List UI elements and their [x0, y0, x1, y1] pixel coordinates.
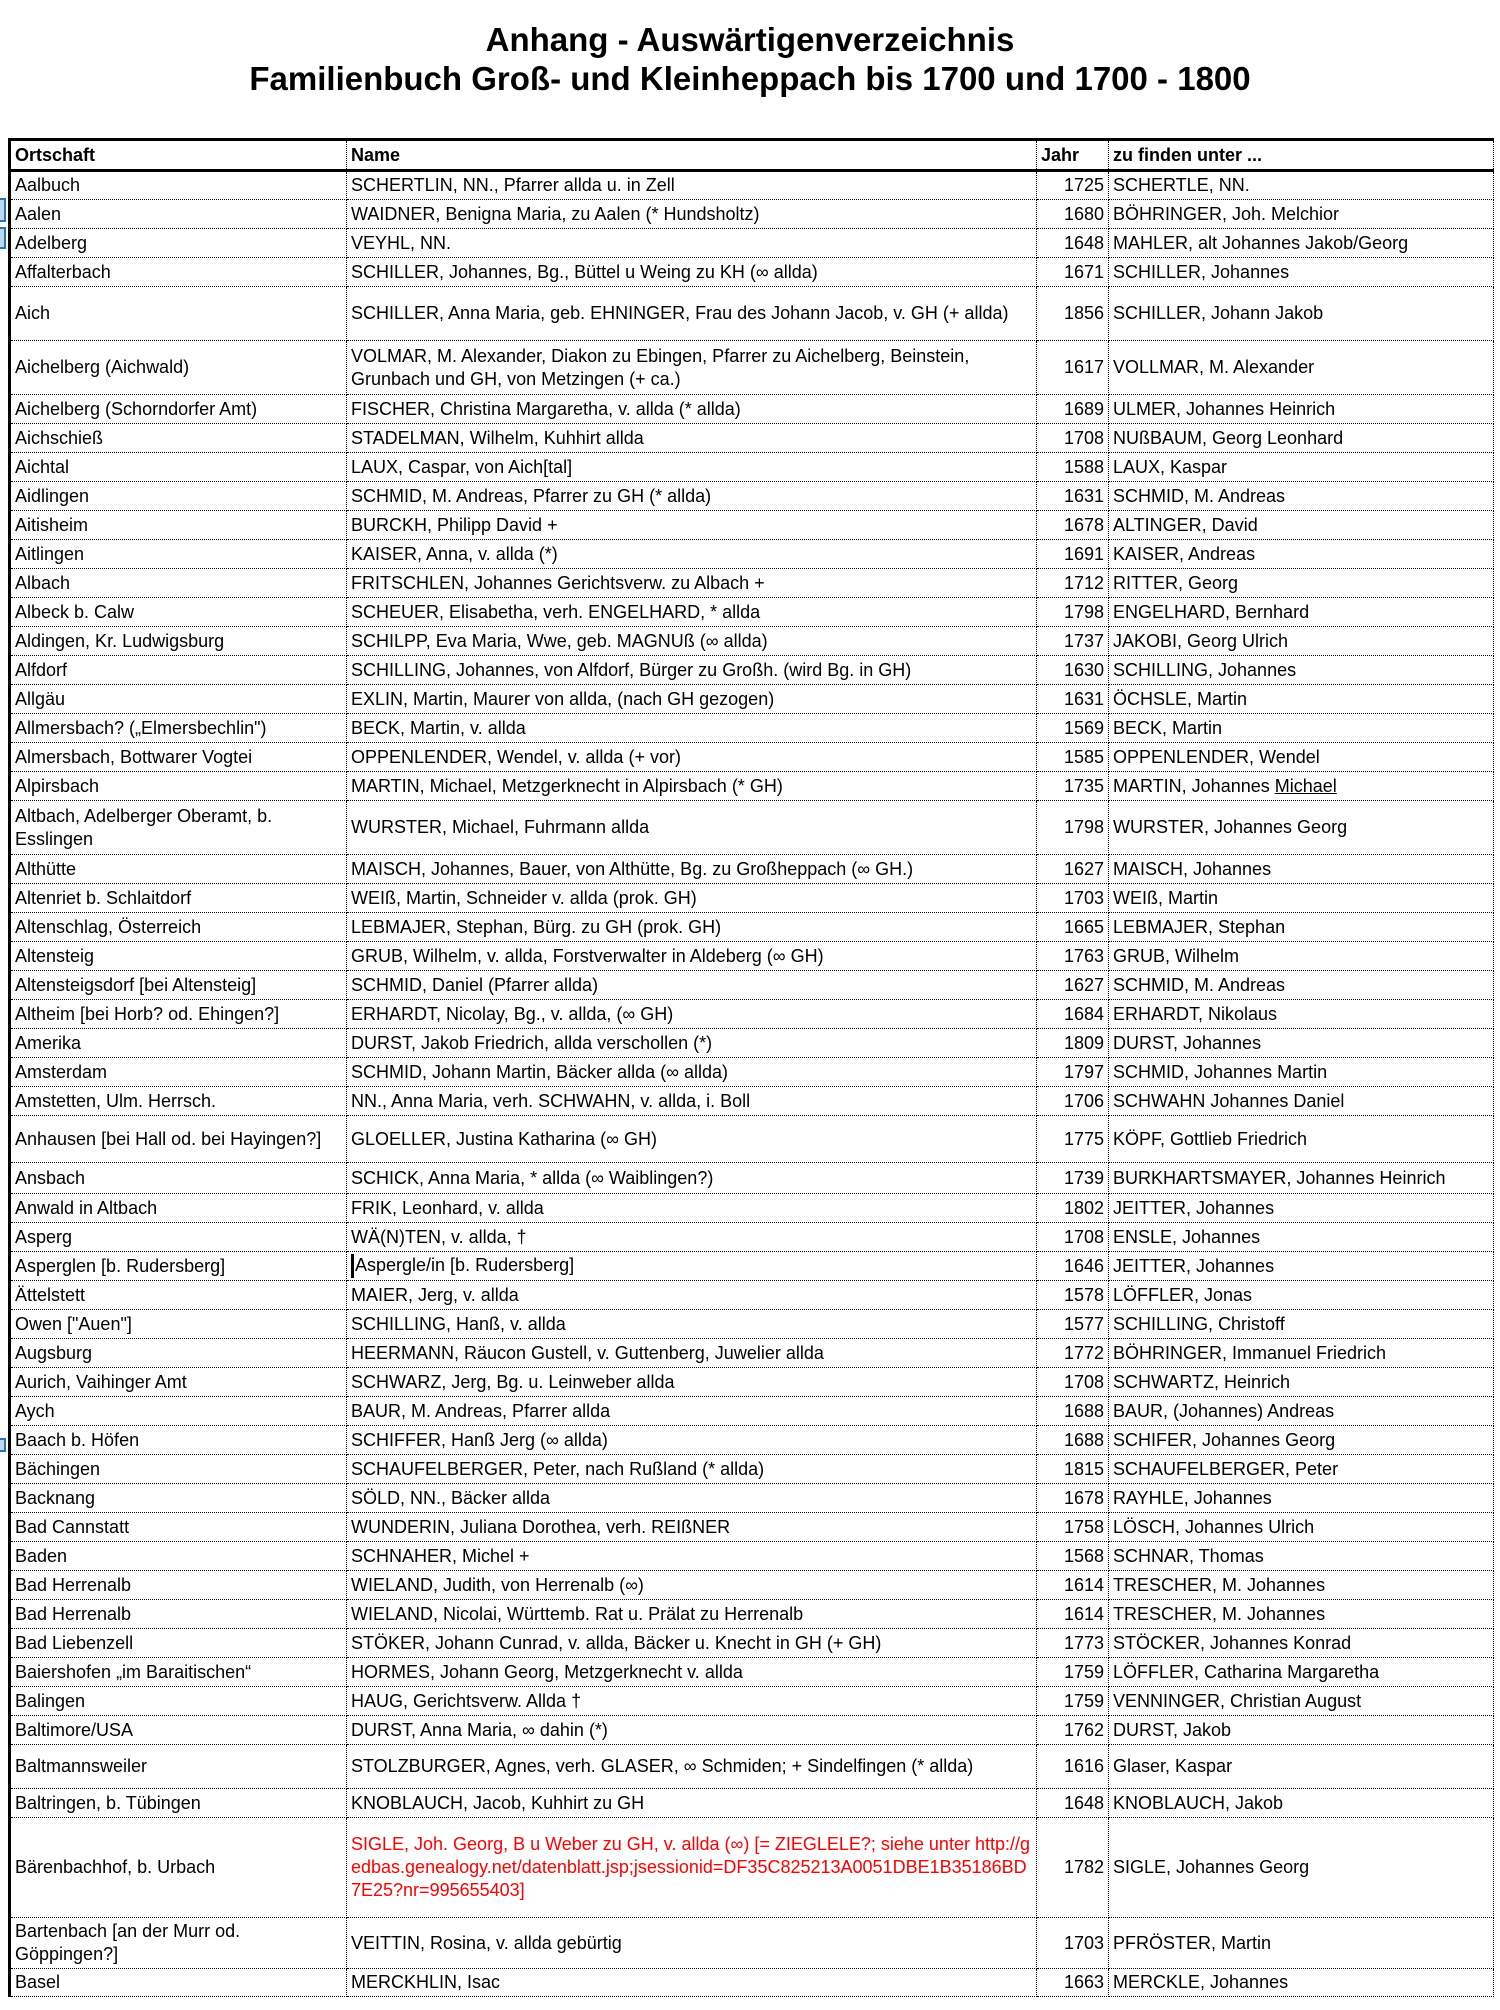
cell-jahr: 1627 — [1037, 971, 1109, 1000]
table-row — [10, 424, 1494, 453]
table-row — [10, 1716, 1494, 1745]
cell-zu-finden: NUßBAUM, Georg Leonhard — [1109, 424, 1494, 453]
cell-ortschaft: Ättelstett — [10, 1281, 347, 1310]
cell-name: STADELMAN, Wilhelm, Kuhhirt allda — [347, 424, 1037, 453]
cell-jahr: 1773 — [1037, 1629, 1109, 1658]
cell-name: WUNDERIN, Juliana Dorothea, verh. REIßNER — [347, 1513, 1037, 1542]
cell-name: KNOBLAUCH, Jacob, Kuhhirt zu GH — [347, 1789, 1037, 1818]
table-row — [10, 1484, 1494, 1513]
cell-name: SCHILLER, Anna Maria, geb. EHNINGER, Frau des Johann Jacob, v. GH (+ allda) — [347, 287, 1037, 341]
cell-name: GLOELLER, Justina Katharina (∞ GH) — [347, 1116, 1037, 1163]
cell-name: BAUR, M. Andreas, Pfarrer allda — [347, 1397, 1037, 1426]
cell-jahr: 1708 — [1037, 1223, 1109, 1252]
cell-name: MARTIN, Michael, Metzgerknecht in Alpirsbach (* GH) — [347, 772, 1037, 801]
cell-name: WEIß, Martin, Schneider v. allda (prok. GH) — [347, 884, 1037, 913]
cell-name: KAISER, Anna, v. allda (*) — [347, 540, 1037, 569]
table-row — [10, 1058, 1494, 1087]
table-row — [10, 801, 1494, 855]
cell-jahr: 1680 — [1037, 200, 1109, 229]
cell-ortschaft: Asperglen [b. Rudersberg] — [10, 1252, 347, 1281]
cell-zu-finden: ÖCHSLE, Martin — [1109, 685, 1494, 714]
cell-ortschaft: Aitisheim — [10, 511, 347, 540]
table-row — [10, 1542, 1494, 1571]
cell-ortschaft: Almersbach, Bottwarer Vogtei — [10, 743, 347, 772]
cell-jahr: 1617 — [1037, 341, 1109, 395]
cell-ortschaft: Allgäu — [10, 685, 347, 714]
cell-ortschaft: Aichelberg (Schorndorfer Amt) — [10, 395, 347, 424]
cell-name: SCHEUER, Elisabetha, verh. ENGELHARD, * allda — [347, 598, 1037, 627]
cell-ortschaft: Amerika — [10, 1029, 347, 1058]
margin-revision-mark — [0, 227, 6, 249]
cell-jahr: 1627 — [1037, 855, 1109, 884]
cell-zu-finden: BÖHRINGER, Immanuel Friedrich — [1109, 1339, 1494, 1368]
col-header-zu-finden: zu finden unter ... — [1109, 140, 1494, 171]
register-table — [8, 138, 1494, 1997]
cell-jahr: 1772 — [1037, 1339, 1109, 1368]
document-title — [0, 20, 1500, 98]
cell-name: WAIDNER, Benigna Maria, zu Aalen (* Hundsholtz) — [347, 200, 1037, 229]
cell-ortschaft: Baltimore/USA — [10, 1716, 347, 1745]
table-row — [10, 1000, 1494, 1029]
cell-zu-finden: KÖPF, Gottlieb Friedrich — [1109, 1116, 1494, 1163]
cell-jahr: 1735 — [1037, 772, 1109, 801]
table-row — [10, 1194, 1494, 1223]
cell-name: FRITSCHLEN, Johannes Gerichtsverw. zu Albach + — [347, 569, 1037, 598]
cell-jahr: 1759 — [1037, 1687, 1109, 1716]
cell-name: LAUX, Caspar, von Aich[tal] — [347, 453, 1037, 482]
cell-zu-finden: LÖFFLER, Catharina Margaretha — [1109, 1658, 1494, 1687]
cell-name: SCHILPP, Eva Maria, Wwe, geb. MAGNUß (∞ allda) — [347, 627, 1037, 656]
cell-jahr: 1712 — [1037, 569, 1109, 598]
cell-zu-finden: SCHILLING, Christoff — [1109, 1310, 1494, 1339]
cell-ortschaft: Bad Cannstatt — [10, 1513, 347, 1542]
cell-name: VEYHL, NN. — [347, 229, 1037, 258]
table-row — [10, 1397, 1494, 1426]
cell-jahr: 1815 — [1037, 1455, 1109, 1484]
cell-jahr: 1725 — [1037, 171, 1109, 200]
cell-zu-finden: SCHERTLE, NN. — [1109, 171, 1494, 200]
cell-ortschaft: Aichtal — [10, 453, 347, 482]
cell-ortschaft: Anwald in Altbach — [10, 1194, 347, 1223]
cell-zu-finden: BURKHARTSMAYER, Johannes Heinrich — [1109, 1163, 1494, 1194]
table-row — [10, 569, 1494, 598]
cell-ortschaft: Owen ["Auen"] — [10, 1310, 347, 1339]
cell-ortschaft: Bartenbach [an der Murr od. Göppingen?] — [10, 1918, 347, 1969]
col-header-ortschaft: Ortschaft — [10, 140, 347, 171]
cell-name: SCHERTLIN, NN., Pfarrer allda u. in Zell — [347, 171, 1037, 200]
cell-name: BECK, Martin, v. allda — [347, 714, 1037, 743]
cell-ortschaft: Alpirsbach — [10, 772, 347, 801]
cell-ortschaft: Amsterdam — [10, 1058, 347, 1087]
cell-jahr: 1739 — [1037, 1163, 1109, 1194]
document-page — [0, 20, 1500, 2010]
cell-ortschaft: Aalbuch — [10, 171, 347, 200]
cell-name: MAIER, Jerg, v. allda — [347, 1281, 1037, 1310]
table-row — [10, 171, 1494, 200]
cell-name: FISCHER, Christina Margaretha, v. allda (* allda) — [347, 395, 1037, 424]
cell-zu-finden: SCHNAR, Thomas — [1109, 1542, 1494, 1571]
cell-zu-finden: JAKOBI, Georg Ulrich — [1109, 627, 1494, 656]
cell-name: SCHICK, Anna Maria, * allda (∞ Waiblingen?) — [347, 1163, 1037, 1194]
table-row — [10, 453, 1494, 482]
cell-zu-finden: MERCKLE, Johannes — [1109, 1969, 1494, 1997]
cell-ortschaft: Baltringen, b. Tübingen — [10, 1789, 347, 1818]
cell-zu-finden: ENGELHARD, Bernhard — [1109, 598, 1494, 627]
table-row — [10, 1368, 1494, 1397]
cell-ortschaft: Aichelberg (Aichwald) — [10, 341, 347, 395]
cell-ortschaft: Baden — [10, 1542, 347, 1571]
cell-zu-finden: ULMER, Johannes Heinrich — [1109, 395, 1494, 424]
cell-name: HORMES, Johann Georg, Metzgerknecht v. allda — [347, 1658, 1037, 1687]
cell-jahr: 1706 — [1037, 1087, 1109, 1116]
cell-zu-finden: ALTINGER, David — [1109, 511, 1494, 540]
cell-zu-finden: TRESCHER, M. Johannes — [1109, 1600, 1494, 1629]
cell-ortschaft: Bad Liebenzell — [10, 1629, 347, 1658]
table-row — [10, 1116, 1494, 1163]
cell-name: SCHMID, Daniel (Pfarrer allda) — [347, 971, 1037, 1000]
cell-zu-finden: LÖSCH, Johannes Ulrich — [1109, 1513, 1494, 1542]
cell-zu-finden: DURST, Jakob — [1109, 1716, 1494, 1745]
cell-jahr: 1703 — [1037, 1918, 1109, 1969]
table-row — [10, 511, 1494, 540]
cell-jahr: 1762 — [1037, 1716, 1109, 1745]
cell-jahr: 1782 — [1037, 1818, 1109, 1918]
table-row — [10, 1600, 1494, 1629]
cell-jahr: 1689 — [1037, 395, 1109, 424]
document-title-line2: Familienbuch Groß- und Kleinheppach bis 1700 und 1700 - 1800 — [249, 60, 1251, 97]
table-row — [10, 1658, 1494, 1687]
cell-ortschaft: Basel — [10, 1969, 347, 1997]
cell-zu-finden: DURST, Johannes — [1109, 1029, 1494, 1058]
cell-ortschaft: Albach — [10, 569, 347, 598]
cell-zu-finden: SCHWAHN Johannes Daniel — [1109, 1087, 1494, 1116]
cell-ortschaft: Balingen — [10, 1687, 347, 1716]
table-row — [10, 1455, 1494, 1484]
cell-jahr: 1646 — [1037, 1252, 1109, 1281]
cell-zu-finden: VENNINGER, Christian August — [1109, 1687, 1494, 1716]
cell-name: WIELAND, Nicolai, Württemb. Rat u. Prälat zu Herrenalb — [347, 1600, 1037, 1629]
cell-ortschaft: Allmersbach? („Elmersbechlin") — [10, 714, 347, 743]
cell-name: SCHAUFELBERGER, Peter, nach Rußland (* allda) — [347, 1455, 1037, 1484]
cell-zu-finden: WEIß, Martin — [1109, 884, 1494, 913]
cell-zu-finden: WURSTER, Johannes Georg — [1109, 801, 1494, 855]
table-row — [10, 598, 1494, 627]
table-row — [10, 1745, 1494, 1789]
cell-jahr: 1708 — [1037, 424, 1109, 453]
table-row — [10, 1571, 1494, 1600]
table-row — [10, 855, 1494, 884]
cell-zu-finden: SCHILLER, Johann Jakob — [1109, 287, 1494, 341]
cell-name: DURST, Anna Maria, ∞ dahin (*) — [347, 1716, 1037, 1745]
cell-zu-finden: MAHLER, alt Johannes Jakob/Georg — [1109, 229, 1494, 258]
cell-zu-finden: RITTER, Georg — [1109, 569, 1494, 598]
table-row — [10, 540, 1494, 569]
table-row — [10, 1918, 1494, 1969]
table-row — [10, 685, 1494, 714]
cell-jahr: 1631 — [1037, 685, 1109, 714]
cell-jahr: 1758 — [1037, 1513, 1109, 1542]
cell-name: SCHILLING, Hanß, v. allda — [347, 1310, 1037, 1339]
cell-name: WÄ(N)TEN, v. allda, † — [347, 1223, 1037, 1252]
cell-ortschaft: Asperg — [10, 1223, 347, 1252]
cell-jahr: 1578 — [1037, 1281, 1109, 1310]
cell-jahr: 1802 — [1037, 1194, 1109, 1223]
table-row — [10, 884, 1494, 913]
cell-ortschaft: Aldingen, Kr. Ludwigsburg — [10, 627, 347, 656]
cell-ortschaft: Aichschieß — [10, 424, 347, 453]
table-row — [10, 1818, 1494, 1918]
cell-ortschaft: Baach b. Höfen — [10, 1426, 347, 1455]
cell-zu-finden: SCHWARTZ, Heinrich — [1109, 1368, 1494, 1397]
cell-name: SIGLE, Joh. Georg, B u Weber zu GH, v. allda (∞) [= ZIEGLELE?; siehe unter http://gedbas.genealogy.net/datenblatt.jsp;jsessionid=DF35C825213A0051DBE1B35186BD7E25?nr=995655403] — [347, 1818, 1037, 1918]
cell-zu-finden: TRESCHER, M. Johannes — [1109, 1571, 1494, 1600]
cell-ortschaft: Aych — [10, 1397, 347, 1426]
cell-ortschaft: Aich — [10, 287, 347, 341]
table-row — [10, 258, 1494, 287]
table-row — [10, 1687, 1494, 1716]
cell-jahr: 1798 — [1037, 598, 1109, 627]
table-header-row — [10, 140, 1494, 171]
cell-zu-finden: SCHMID, M. Andreas — [1109, 482, 1494, 511]
cell-jahr: 1631 — [1037, 482, 1109, 511]
table-row — [10, 1789, 1494, 1818]
cell-name: SCHWARZ, Jerg, Bg. u. Leinweber allda — [347, 1368, 1037, 1397]
cell-ortschaft: Aurich, Vaihinger Amt — [10, 1368, 347, 1397]
cell-jahr: 1614 — [1037, 1571, 1109, 1600]
cell-jahr: 1678 — [1037, 511, 1109, 540]
cell-ortschaft: Baiershofen „im Baraitischen“ — [10, 1658, 347, 1687]
cell-name: SCHILLING, Johannes, von Alfdorf, Bürger zu Großh. (wird Bg. in GH) — [347, 656, 1037, 685]
cell-jahr: 1684 — [1037, 1000, 1109, 1029]
cell-jahr: 1688 — [1037, 1426, 1109, 1455]
table-row — [10, 1163, 1494, 1194]
cell-name: LEBMAJER, Stephan, Bürg. zu GH (prok. GH) — [347, 913, 1037, 942]
cell-name: GRUB, Wilhelm, v. allda, Forstverwalter in Aldeberg (∞ GH) — [347, 942, 1037, 971]
cell-jahr: 1798 — [1037, 801, 1109, 855]
margin-revision-mark — [0, 1438, 6, 1452]
cell-jahr: 1663 — [1037, 1969, 1109, 1997]
cell-zu-finden: SCHILLING, Johannes — [1109, 656, 1494, 685]
table-row — [10, 1281, 1494, 1310]
cell-name: FRIK, Leonhard, v. allda — [347, 1194, 1037, 1223]
cell-zu-finden: LEBMAJER, Stephan — [1109, 913, 1494, 942]
cell-name: HEERMANN, Räucon Gustell, v. Guttenberg, Juwelier allda — [347, 1339, 1037, 1368]
table-row — [10, 1629, 1494, 1658]
cell-name: MERCKHLIN, Isac — [347, 1969, 1037, 1997]
cell-name: MAISCH, Johannes, Bauer, von Althütte, Bg. zu Großheppach (∞ GH.) — [347, 855, 1037, 884]
cell-jahr: 1797 — [1037, 1058, 1109, 1087]
margin-revision-mark — [0, 198, 6, 222]
cell-zu-finden: MARTIN, Johannes Michael — [1109, 772, 1494, 801]
cell-zu-finden: STÖCKER, Johannes Konrad — [1109, 1629, 1494, 1658]
cell-ortschaft: Adelberg — [10, 229, 347, 258]
cell-zu-finden: LÖFFLER, Jonas — [1109, 1281, 1494, 1310]
cell-zu-finden: MAISCH, Johannes — [1109, 855, 1494, 884]
cell-jahr: 1665 — [1037, 913, 1109, 942]
cell-ortschaft: Bächingen — [10, 1455, 347, 1484]
cell-jahr: 1678 — [1037, 1484, 1109, 1513]
cell-zu-finden: BECK, Martin — [1109, 714, 1494, 743]
cell-jahr: 1630 — [1037, 656, 1109, 685]
cell-jahr: 1691 — [1037, 540, 1109, 569]
cell-jahr: 1588 — [1037, 453, 1109, 482]
cell-zu-finden: RAYHLE, Johannes — [1109, 1484, 1494, 1513]
col-header-jahr: Jahr — [1037, 140, 1109, 171]
cell-ortschaft: Albeck b. Calw — [10, 598, 347, 627]
cell-jahr: 1585 — [1037, 743, 1109, 772]
cell-jahr: 1759 — [1037, 1658, 1109, 1687]
cell-ortschaft: Altenriet b. Schlaitdorf — [10, 884, 347, 913]
table-row — [10, 1310, 1494, 1339]
cell-jahr: 1763 — [1037, 942, 1109, 971]
cell-jahr: 1671 — [1037, 258, 1109, 287]
cell-ortschaft: Bad Herrenalb — [10, 1600, 347, 1629]
table-row — [10, 1029, 1494, 1058]
cell-ortschaft: Altbach, Adelberger Oberamt, b. Esslingen — [10, 801, 347, 855]
cell-name: EXLIN, Martin, Maurer von allda, (nach GH gezogen) — [347, 685, 1037, 714]
cell-name: SCHMID, Johann Martin, Bäcker allda (∞ allda) — [347, 1058, 1037, 1087]
table-row — [10, 395, 1494, 424]
cell-name: DURST, Jakob Friedrich, allda verschollen (*) — [347, 1029, 1037, 1058]
cell-jahr: 1648 — [1037, 229, 1109, 258]
cell-zu-finden: PFRÖSTER, Martin — [1109, 1918, 1494, 1969]
col-header-name: Name — [347, 140, 1037, 171]
cell-zu-finden: SCHILLER, Johannes — [1109, 258, 1494, 287]
cell-name: SCHILLER, Johannes, Bg., Büttel u Weing zu KH (∞ allda) — [347, 258, 1037, 287]
cell-ortschaft: Aidlingen — [10, 482, 347, 511]
cell-ortschaft: Amstetten, Ulm. Herrsch. — [10, 1087, 347, 1116]
cell-name: STÖKER, Johann Cunrad, v. allda, Bäcker u. Knecht in GH (+ GH) — [347, 1629, 1037, 1658]
table-row — [10, 772, 1494, 801]
cell-zu-finden: SCHAUFELBERGER, Peter — [1109, 1455, 1494, 1484]
cell-ortschaft: Altheim [bei Horb? od. Ehingen?] — [10, 1000, 347, 1029]
cell-ortschaft: Ansbach — [10, 1163, 347, 1194]
cell-ortschaft: Augsburg — [10, 1339, 347, 1368]
cell-ortschaft: Affalterbach — [10, 258, 347, 287]
cell-jahr: 1569 — [1037, 714, 1109, 743]
cell-jahr: 1577 — [1037, 1310, 1109, 1339]
table-row — [10, 656, 1494, 685]
cell-jahr: 1737 — [1037, 627, 1109, 656]
cell-zu-finden: GRUB, Wilhelm — [1109, 942, 1494, 971]
cell-name: VEITTIN, Rosina, v. allda gebürtig — [347, 1918, 1037, 1969]
cell-jahr: 1688 — [1037, 1397, 1109, 1426]
cell-jahr: 1856 — [1037, 287, 1109, 341]
table-row — [10, 1252, 1494, 1281]
table-row — [10, 913, 1494, 942]
cell-name: STOLZBURGER, Agnes, verh. GLASER, ∞ Schmiden; + Sindelfingen (* allda) — [347, 1745, 1037, 1789]
cell-ortschaft: Baltmannsweiler — [10, 1745, 347, 1789]
cell-zu-finden: VOLLMAR, M. Alexander — [1109, 341, 1494, 395]
cell-zu-finden: SIGLE, Johannes Georg — [1109, 1818, 1494, 1918]
text-cursor — [351, 1254, 354, 1278]
cell-ortschaft: Bärenbachhof, b. Urbach — [10, 1818, 347, 1918]
cell-zu-finden: KAISER, Andreas — [1109, 540, 1494, 569]
cell-zu-finden: BAUR, (Johannes) Andreas — [1109, 1397, 1494, 1426]
cell-name: WURSTER, Michael, Fuhrmann allda — [347, 801, 1037, 855]
cell-ortschaft: Anhausen [bei Hall od. bei Hayingen?] — [10, 1116, 347, 1163]
cell-jahr: 1568 — [1037, 1542, 1109, 1571]
cell-jahr: 1809 — [1037, 1029, 1109, 1058]
table-row — [10, 1513, 1494, 1542]
table-row — [10, 1426, 1494, 1455]
cell-name: WIELAND, Judith, von Herrenalb (∞) — [347, 1571, 1037, 1600]
cell-name: SÖLD, NN., Bäcker allda — [347, 1484, 1037, 1513]
document-title-line1: Anhang - Auswärtigenverzeichnis — [485, 21, 1015, 58]
cell-ortschaft: Aitlingen — [10, 540, 347, 569]
cell-jahr: 1775 — [1037, 1116, 1109, 1163]
table-row — [10, 287, 1494, 341]
cell-jahr: 1648 — [1037, 1789, 1109, 1818]
table-row — [10, 482, 1494, 511]
table-row — [10, 200, 1494, 229]
cell-jahr: 1616 — [1037, 1745, 1109, 1789]
cell-name: HAUG, Gerichtsverw. Allda † — [347, 1687, 1037, 1716]
cell-ortschaft: Aalen — [10, 200, 347, 229]
cell-ortschaft: Altenschlag, Österreich — [10, 913, 347, 942]
cell-zu-finden: OPPENLENDER, Wendel — [1109, 743, 1494, 772]
table-row — [10, 341, 1494, 395]
cell-zu-finden: Glaser, Kaspar — [1109, 1745, 1494, 1789]
cell-zu-finden: SCHMID, M. Andreas — [1109, 971, 1494, 1000]
cell-name: SCHNAHER, Michel + — [347, 1542, 1037, 1571]
cell-name: Aspergle/in [b. Rudersberg] — [347, 1252, 1037, 1281]
cell-zu-finden: KNOBLAUCH, Jakob — [1109, 1789, 1494, 1818]
table-row — [10, 743, 1494, 772]
cell-zu-finden: LAUX, Kaspar — [1109, 453, 1494, 482]
cell-ortschaft: Altensteig — [10, 942, 347, 971]
table-row — [10, 1087, 1494, 1116]
cell-name: SCHIFFER, Hanß Jerg (∞ allda) — [347, 1426, 1037, 1455]
table-row — [10, 627, 1494, 656]
table-row — [10, 971, 1494, 1000]
cell-ortschaft: Backnang — [10, 1484, 347, 1513]
cell-jahr: 1703 — [1037, 884, 1109, 913]
cell-ortschaft: Bad Herrenalb — [10, 1571, 347, 1600]
cell-ortschaft: Althütte — [10, 855, 347, 884]
cell-jahr: 1614 — [1037, 1600, 1109, 1629]
table-row — [10, 1223, 1494, 1252]
cell-zu-finden: BÖHRINGER, Joh. Melchior — [1109, 200, 1494, 229]
cell-zu-finden: SCHIFER, Johannes Georg — [1109, 1426, 1494, 1455]
cell-zu-finden: SCHMID, Johannes Martin — [1109, 1058, 1494, 1087]
cell-name: NN., Anna Maria, verh. SCHWAHN, v. allda, i. Boll — [347, 1087, 1037, 1116]
cell-zu-finden: ERHARDT, Nikolaus — [1109, 1000, 1494, 1029]
cell-name: OPPENLENDER, Wendel, v. allda (+ vor) — [347, 743, 1037, 772]
table-row — [10, 942, 1494, 971]
cell-name: VOLMAR, M. Alexander, Diakon zu Ebingen, Pfarrer zu Aichelberg, Beinstein, Grunbach und GH, von Metzingen (+ ca.) — [347, 341, 1037, 395]
table-row — [10, 714, 1494, 743]
cell-jahr: 1708 — [1037, 1368, 1109, 1397]
cell-name: BURCKH, Philipp David + — [347, 511, 1037, 540]
cell-zu-finden: JEITTER, Johannes — [1109, 1194, 1494, 1223]
table-row — [10, 1969, 1494, 1997]
cell-ortschaft: Alfdorf — [10, 656, 347, 685]
cell-zu-finden: ENSLE, Johannes — [1109, 1223, 1494, 1252]
cell-zu-finden: JEITTER, Johannes — [1109, 1252, 1494, 1281]
cell-name: SCHMID, M. Andreas, Pfarrer zu GH (* allda) — [347, 482, 1037, 511]
cell-name: ERHARDT, Nicolay, Bg., v. allda, (∞ GH) — [347, 1000, 1037, 1029]
table-row — [10, 1339, 1494, 1368]
cell-ortschaft: Altensteigsdorf [bei Altensteig] — [10, 971, 347, 1000]
table-row — [10, 229, 1494, 258]
